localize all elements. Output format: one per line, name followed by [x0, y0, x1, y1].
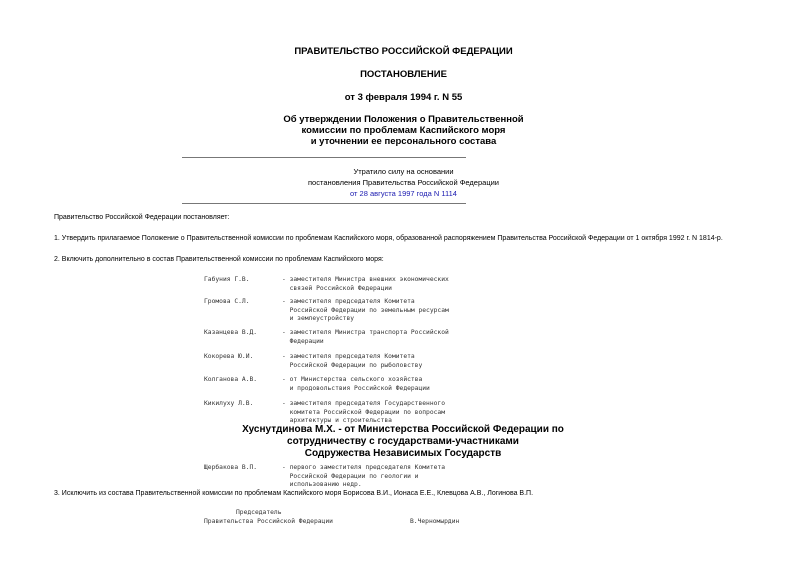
signature-title: Правительства Российской Федерации [204, 518, 333, 525]
preamble: Правительство Российской Федерации постановляет: [54, 214, 230, 221]
member-role-line: - первого заместителя председателя Комитета [282, 464, 446, 471]
member-name: Колганова А.В. [204, 376, 258, 383]
title-line: и уточнении ее персонального состава [310, 136, 497, 147]
date-number: от 3 февраля 1994 г. N 55 [344, 92, 463, 103]
highlighted-member [203, 424, 603, 460]
member-name: Громова С.Л. [204, 298, 250, 305]
member-role-line: комитета Российской Федерации по вопросам [282, 408, 446, 416]
status-note [0, 166, 807, 199]
item-3: 3. Исключить из состава Правительственной комиссии по проблемам Каспийского моря Борисова В.И., Ионаса Е.Е., Клевцова А.В., Логинова В.П. [54, 490, 534, 497]
status-line: постановления Правительства Российской Федерации [307, 178, 499, 187]
highlight-line: Хуснутдинова М.Х. - от Министерства Российской Федерации по [242, 424, 564, 435]
item-2: 2. Включить дополнительно в состав Правительственной комиссии по проблемам Каспийского моря: [54, 256, 384, 263]
bottom-divider [182, 203, 466, 204]
signature-name: В.Черномырдин [410, 518, 460, 525]
member-name: Казанцева В.Д. [204, 329, 258, 336]
member-role-line: и землеустройству [282, 315, 355, 323]
member-role-line: связей Российской Федерации [282, 284, 392, 292]
member-role-line: - заместителя председателя Государственного [282, 400, 446, 407]
member-role-line: - заместителя председателя Комитета [282, 353, 415, 360]
document-title [0, 114, 807, 147]
signature-title: Председатель [236, 509, 282, 516]
member-role-line: Российской Федерации по земельным ресурсам [282, 306, 449, 314]
member-role-line: Российской Федерации по геологии и [282, 472, 419, 480]
government-heading: ПРАВИТЕЛЬСТВО РОССИЙСКОЙ ФЕДЕРАЦИИ [294, 46, 513, 57]
status-link[interactable]: от 28 августа 1997 года N 1114 [350, 189, 457, 198]
member-role-line: использованию недр. [282, 481, 362, 489]
member-name: Кикилуху Л.В. [204, 400, 254, 407]
member-role-line: и продовольствия Российской Федерации [282, 384, 430, 392]
member-role-line: - от Министерства сельского хозяйства [282, 376, 423, 383]
item-1: 1. Утвердить прилагаемое Положение о Правительственной комиссии по проблемам Каспийского моря, образованной распоряжением Правительства Российской Федерации от 1 октября 1992 г. N 1814-р. [54, 235, 723, 242]
highlight-line: сотрудничеству с государствами-участниками [287, 436, 519, 447]
member-role-line: Российской Федерации по рыболовству [282, 361, 423, 369]
title-line: Об утверждении Положения о Правительственной [283, 114, 524, 125]
status-line: Утратило силу на основании [353, 167, 454, 176]
highlight-line: Содружества Независимых Государств [304, 448, 502, 459]
member-role-line: - заместителя Министра внешних экономических [282, 276, 449, 283]
title-line: комиссии по проблемам Каспийского моря [301, 125, 506, 136]
member-role-line: - заместителя председателя Комитета [282, 298, 415, 305]
top-divider [182, 157, 466, 158]
member-role-line: - заместителя Министра транспорта Российской [282, 329, 449, 336]
member-name: Габуния Г.В. [204, 276, 250, 283]
member-role-line: архитектуры и строительства [282, 417, 392, 425]
member-name: Кокорева Ю.И. [204, 353, 254, 360]
member-name: Щербакова В.П. [204, 464, 258, 471]
member-role-line: Федерации [282, 337, 324, 345]
document-type: ПОСТАНОВЛЕНИЕ [360, 69, 447, 80]
